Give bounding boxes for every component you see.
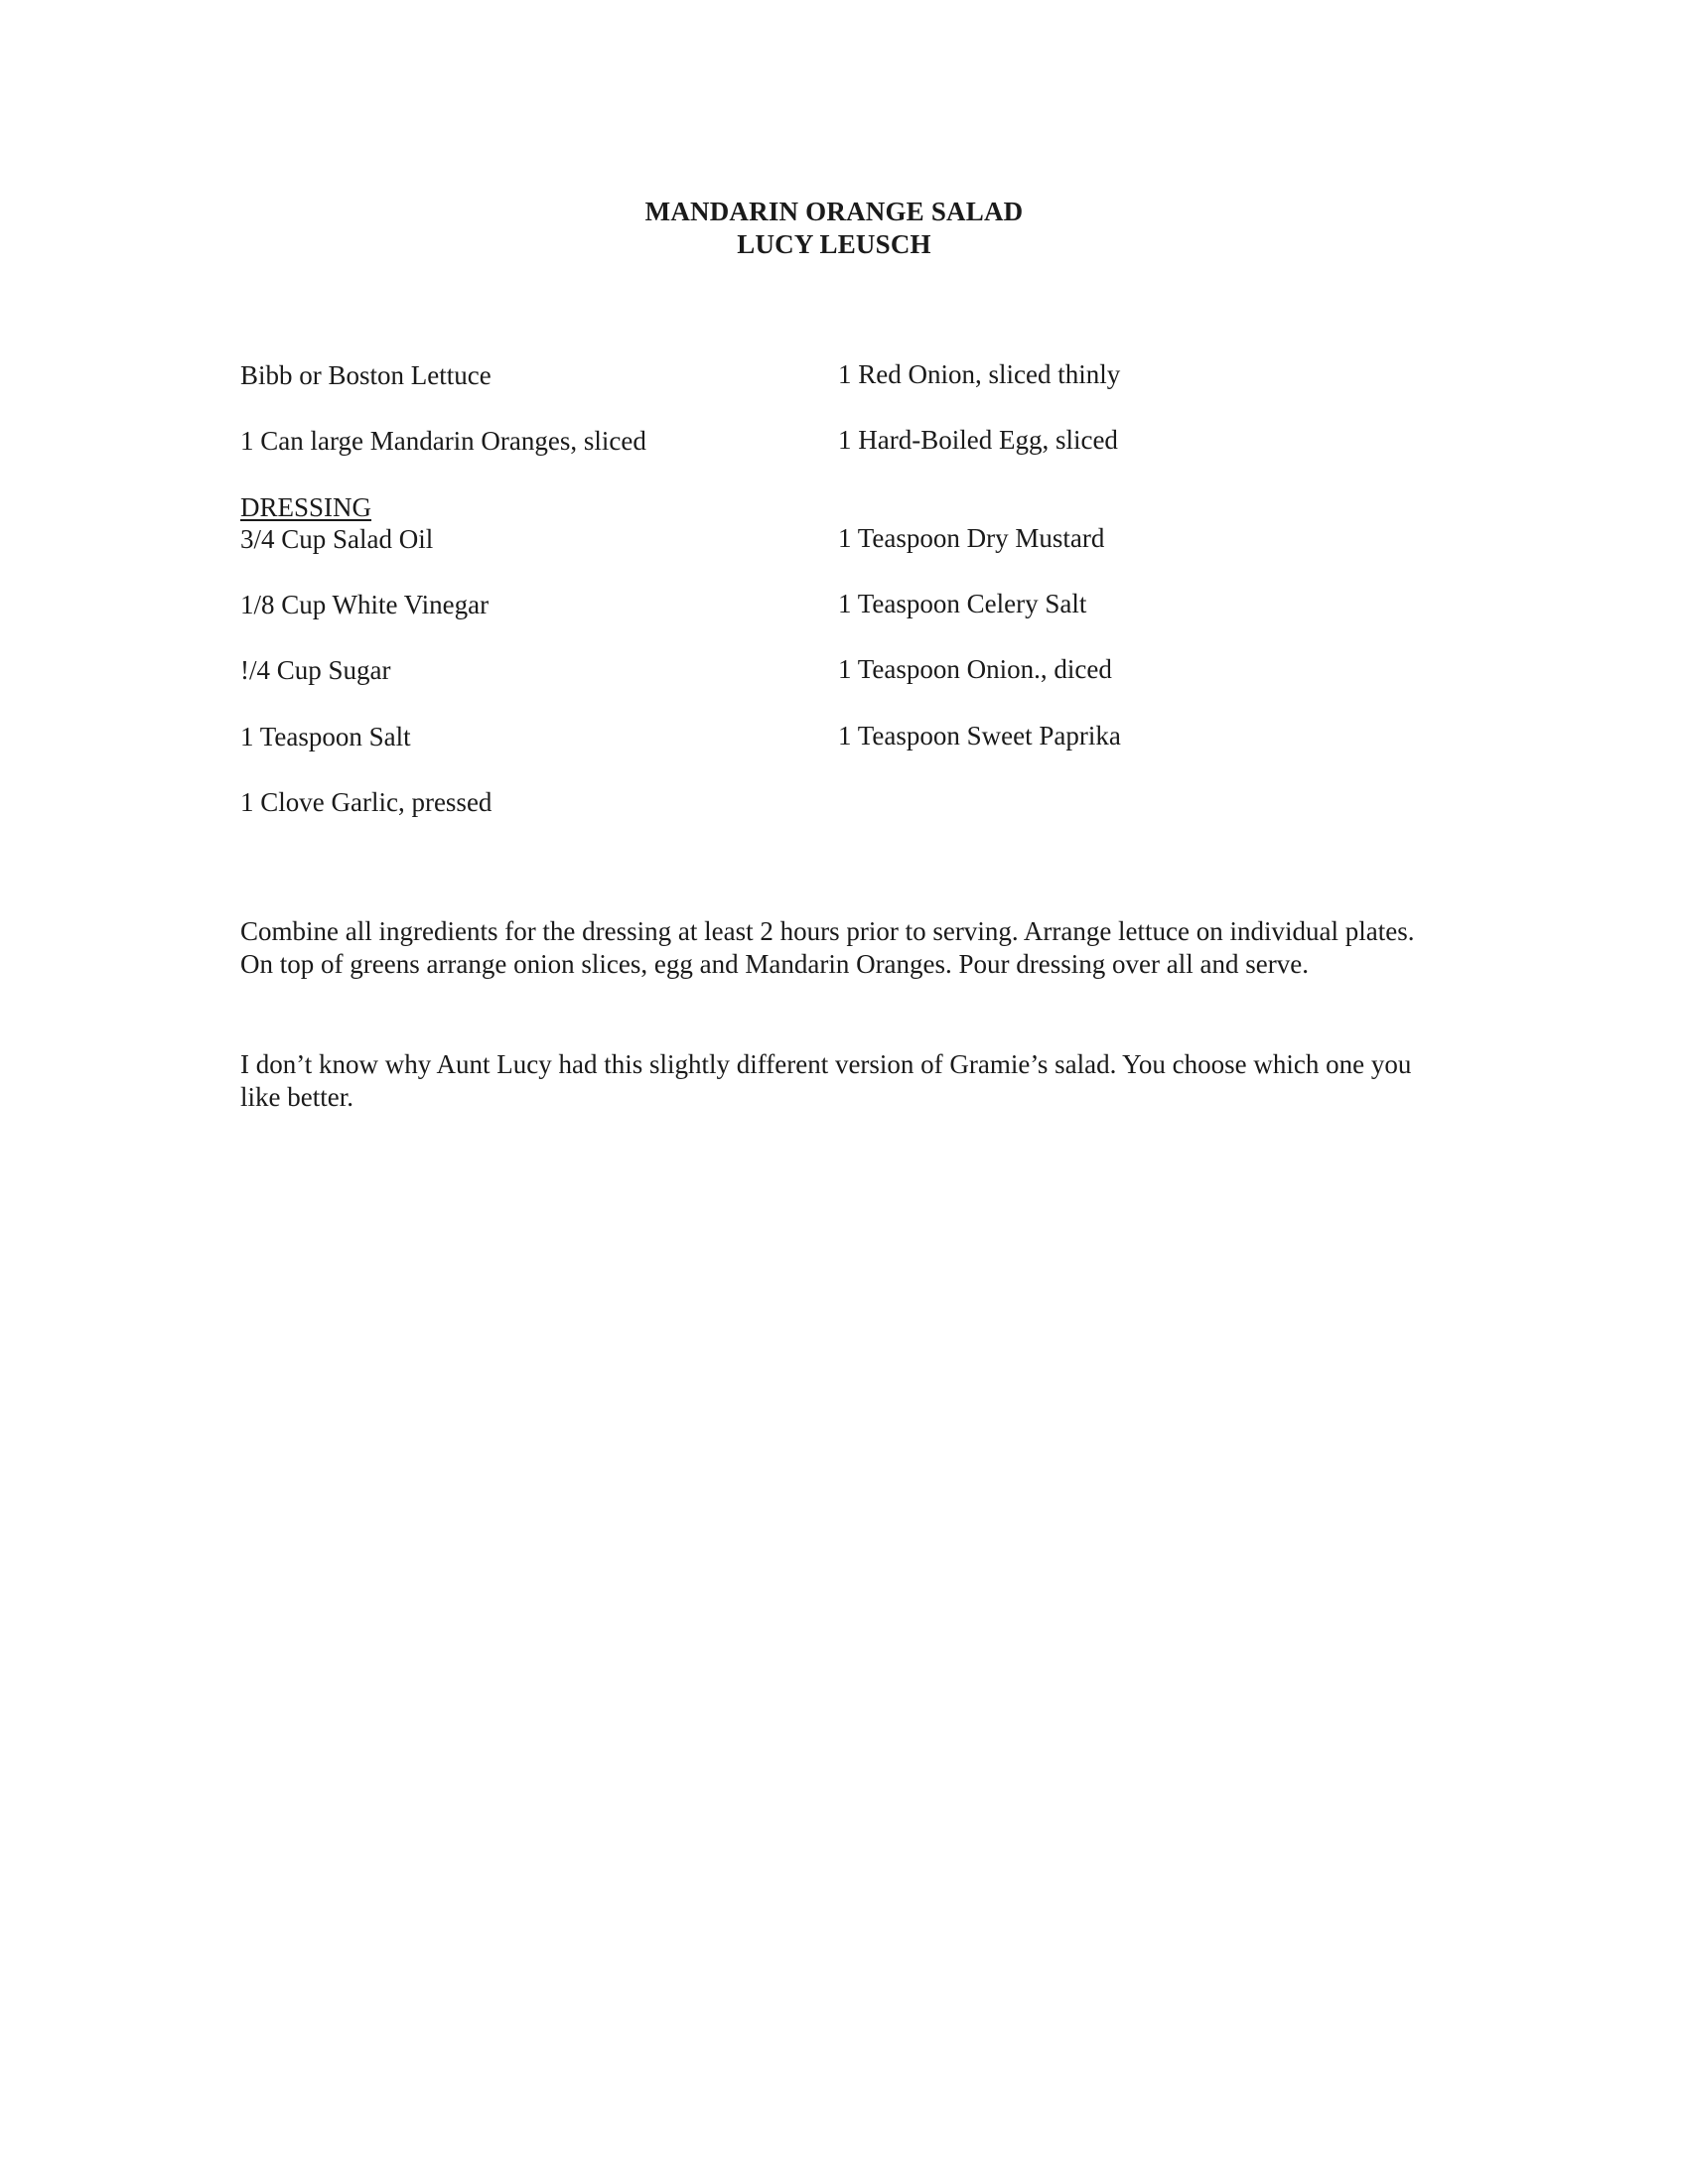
dressing-item: 1 Teaspoon Sweet Paprika bbox=[838, 721, 1121, 751]
instructions-paragraph: Combine all ingredients for the dressing at least 2 hours prior to serving. Arrange lettuce on individual plates. On top of greens arrange onion slices, egg and Mandarin Oranges. Pour dressing over all and serve. bbox=[240, 916, 1415, 979]
ingredient-item: 1 Red Onion, sliced thinly bbox=[838, 359, 1121, 389]
dressing-item: 3/4 Cup Salad Oil bbox=[240, 524, 434, 554]
recipe-author: LUCY LEUSCH bbox=[737, 229, 931, 259]
recipe-title: MANDARIN ORANGE SALAD bbox=[644, 197, 1024, 226]
ingredient-item: 1 Can large Mandarin Oranges, sliced bbox=[240, 426, 646, 456]
dressing-item: 1 Teaspoon Salt bbox=[240, 722, 411, 751]
ingredient-item: 1 Hard-Boiled Egg, sliced bbox=[838, 425, 1118, 455]
dressing-item: 1 Teaspoon Dry Mustard bbox=[838, 523, 1105, 553]
dressing-item: 1 Clove Garlic, pressed bbox=[240, 787, 492, 817]
dressing-heading: DRESSING bbox=[240, 492, 372, 522]
note-paragraph: I don’t know why Aunt Lucy had this slightly different version of Gramie’s salad. You choose which one you like better. bbox=[240, 1049, 1412, 1112]
dressing-item: 1 Teaspoon Celery Salt bbox=[838, 589, 1087, 618]
dressing-item: !/4 Cup Sugar bbox=[240, 655, 391, 685]
dressing-item: 1 Teaspoon Onion., diced bbox=[838, 654, 1112, 684]
ingredient-item: Bibb or Boston Lettuce bbox=[240, 360, 492, 390]
dressing-item: 1/8 Cup White Vinegar bbox=[240, 590, 490, 619]
